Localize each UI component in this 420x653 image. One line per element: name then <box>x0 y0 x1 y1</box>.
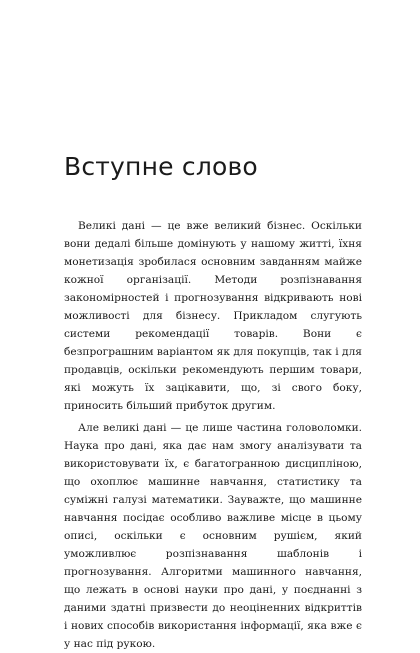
paragraph-1: Великі дані — це вже великий бізнес. Оскільки вони дедалі більше домінують у нашому житті, їхня монетизація зробилася основним завданням майже кожної організації. Методи розпізнавання закономірностей і прогнозування відкривають нові можливості для бізнесу. Прикладом слугують системи рекомендації товарів. Вони є безпрограшним варіантом як для покупців, так і для продавців, оскільки рекомендують першим товари, які можуть їх зацікавити, що, зі свого боку, приносить більший прибуток другим. <box>64 220 362 412</box>
chapter-title: Вступне слово <box>64 152 258 181</box>
paragraph-2: Але великі дані — це лише частина головоломки. Наука про дані, яка дає нам змогу аналізувати та використовувати їх, є багатогранною дисципліною, що охоплює машинне навчання, статистику та суміжні галузі математики. Зауважте, що машинне навчання посідає особливо важливе місце в цьому описі, оскільки є основним рушієм, який уможливлює розпізнавання шаблонів і прогнозування. Алгоритми машинного навчання, що лежать в основі науки про дані, у поєднанні з даними здатні призвести до неоціненних відкриттів і нових способів використання інформації, яка вже є у нас під рукою. <box>64 422 362 650</box>
body-text <box>64 217 362 653</box>
